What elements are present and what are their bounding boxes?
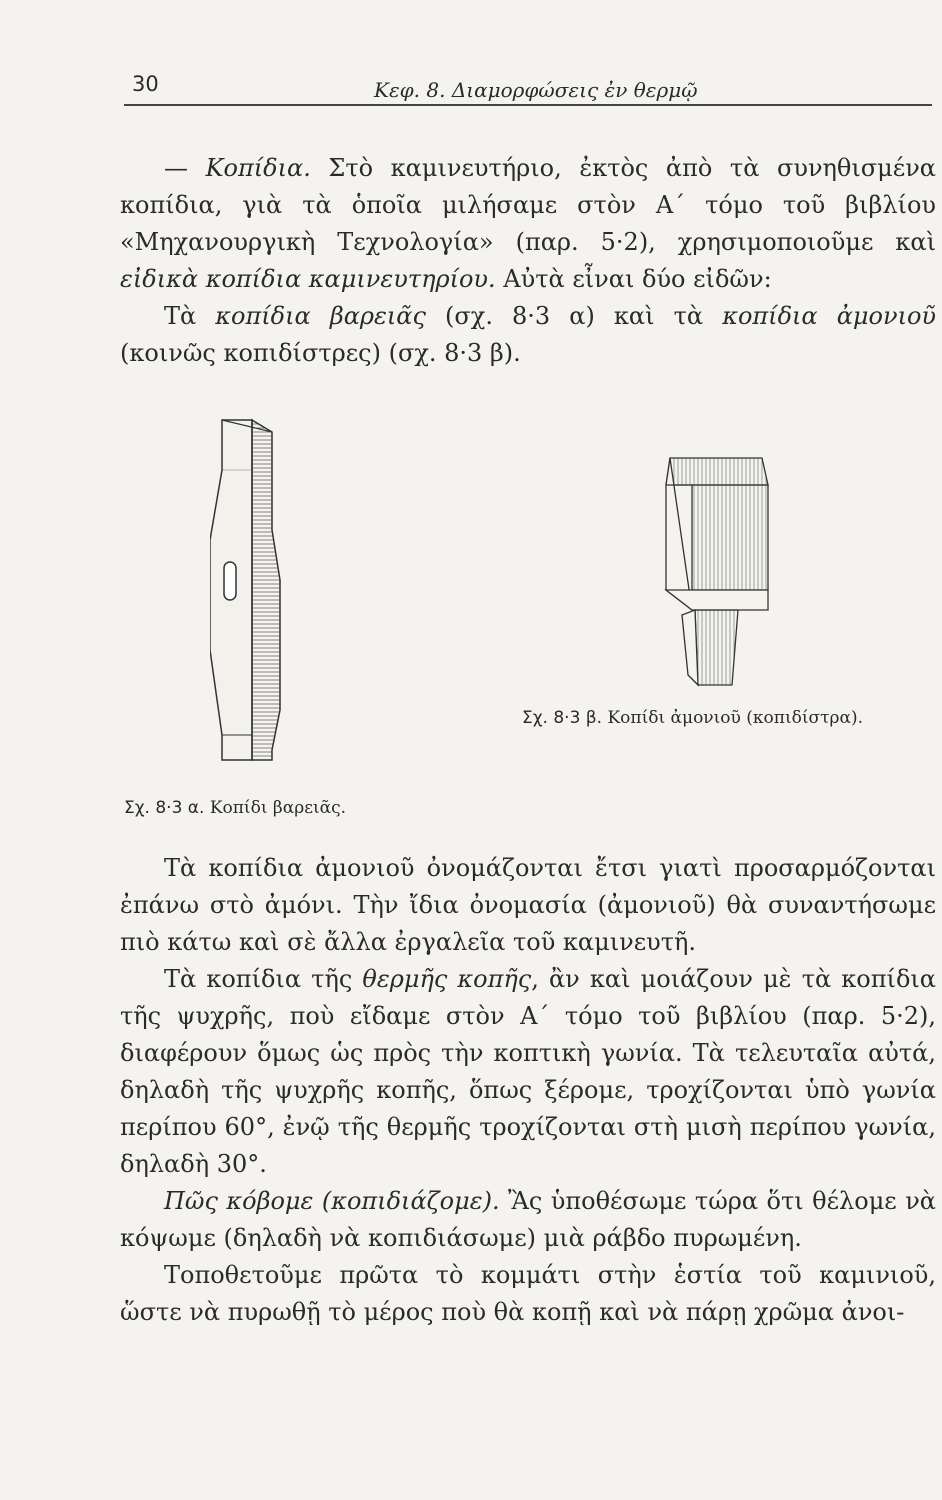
caption-figure-a [124, 798, 346, 818]
term-kopidia: Κοπίδια. [205, 154, 311, 182]
term-eidika: εἰδικὰ κοπίδια καμινευτηρίου. [120, 265, 496, 293]
chisel-hammer-illustration [210, 410, 390, 780]
caption-label: Σχ. 8·3 α. [124, 798, 205, 818]
figure-area [120, 400, 936, 830]
paragraph-text: Ἂς ὑποθέσωμε τώρα ὅτι θέλομε νὰ κόψωμε (δηλαδὴ νὰ κοπιδιάσωμε) μιὰ ράβδο πυρωμένη. [120, 1187, 936, 1252]
term-vareias: κοπίδια βαρειᾶς [215, 302, 426, 330]
paragraph-text: Στὸ καμινευτήριο, ἐκτὸς ἀπὸ τὰ συνηθισμένα κοπίδια, γιὰ τὰ ὁποῖα μιλήσαμε στὸν Α΄ τόμο τοῦ βιβλίου «Μηχανουργικὴ Τεχνολογία» (παρ. 5·2), χρησιμοποιοῦμε καὶ [120, 154, 936, 256]
running-head: Κεφ. 8. Διαμορφώσεις ἐν θερμῷ [374, 78, 698, 102]
paragraph-text: Τὰ [164, 302, 216, 330]
paragraph-text: Τὰ κοπίδια τῆς [164, 965, 363, 993]
caption-text: Κοπίδι βαρειᾶς. [204, 798, 347, 818]
header-rule [124, 104, 932, 106]
paragraph-kopidia [120, 150, 936, 298]
chisel-anvil-illustration [640, 450, 810, 700]
text-block-top [120, 150, 936, 372]
caption-text: Κοπίδι ἀμονιοῦ (κοπιδίστρα). [602, 708, 864, 728]
term-pos-kovome: Πῶς κόβομε (κοπιδιάζομε). [164, 1187, 500, 1215]
paragraph-text: (κοινῶς κοπιδίστρες) (σχ. 8·3 β). [120, 339, 521, 367]
lead-dash: — [164, 154, 206, 182]
paragraph-amoniou: Τὰ κοπίδια ἀμονιοῦ ὀνομάζονται ἔτσι γιατὶ προσαρμόζονται ἐπάνω στὸ ἀμόνι. Τὴν ἴδια ὀνομασία (ἀμονιοῦ) θὰ συναντήσωμε πιὸ κάτω καὶ σὲ ἄλλα ἐργαλεῖα τοῦ καμινευτῆ. [120, 854, 936, 956]
paragraph-types [120, 298, 936, 372]
page-number: 30 [132, 72, 159, 96]
paragraph-text: (σχ. 8·3 α) καὶ τὰ [425, 302, 723, 330]
caption-label: Σχ. 8·3 β. [522, 708, 603, 728]
paragraph-thermis [120, 961, 936, 1183]
term-thermis-kopis: θερμῆς κοπῆς [362, 965, 532, 993]
paragraph-pos-kovome [120, 1183, 936, 1257]
caption-figure-b [522, 708, 863, 728]
term-amoniou: κοπίδια ἀμονιοῦ [722, 302, 937, 330]
paragraph-text: Αὐτὰ εἶναι δύο εἰδῶν: [495, 265, 772, 293]
text-block-bottom [120, 850, 936, 1331]
paragraph-topothetoume: Τοποθετοῦμε πρῶτα τὸ κομμάτι στὴν ἑστία τοῦ καμινιοῦ, ὥστε νὰ πυρωθῇ τὸ μέρος ποὺ θὰ κοπῇ καὶ νὰ πάρῃ χρῶμα ἀνοι- [120, 1261, 936, 1326]
page-header [124, 72, 932, 112]
paragraph-text: , ἂν καὶ μοιάζουν μὲ τὰ κοπίδια τῆς ψυχρῆς, ποὺ εἴδαμε στὸν Α΄ τόμο τοῦ βιβλίου (παρ. 5·2), διαφέρουν ὅμως ὡς πρὸς τὴν κοπτικὴ γωνία. Τὰ τελευταῖα αὐτά, δηλαδὴ τῆς ψυχρῆς κοπῆς, ὅπως ξέρομε, τροχίζονται ὑπὸ γωνία περίπου 60°, ἐνῷ τῆς θερμῆς τροχίζονται στὴ μισὴ περίπου γωνία, δηλαδὴ 30°. [120, 965, 937, 1178]
